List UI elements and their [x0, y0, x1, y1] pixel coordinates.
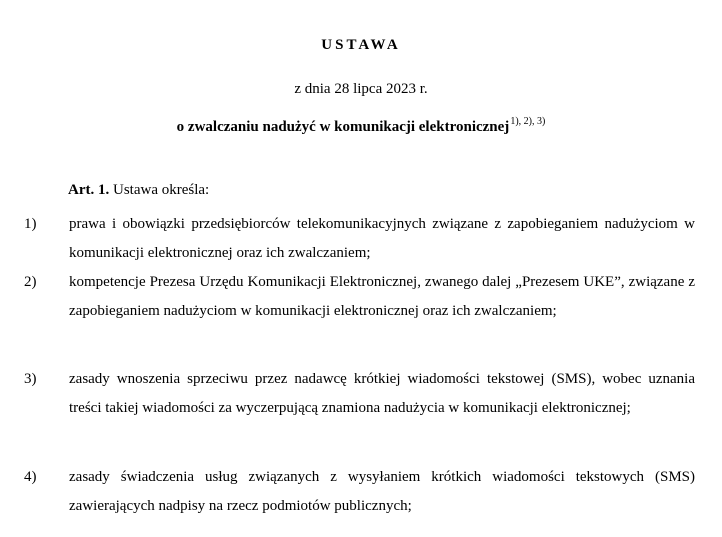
document-date: z dnia 28 lipca 2023 r.: [294, 81, 428, 97]
list-item-number: 3): [24, 371, 37, 387]
article-label: Art. 1.: [68, 182, 110, 198]
list-item-text: prawa i obowiązki przedsiębiorców telekomunikacyjnych związane z zapobieganiem nadużyciom w komunikacji elektronicznej oraz ich zwalczaniem;: [69, 216, 695, 261]
list-item-number: 4): [24, 469, 37, 485]
list-item-text: zasady wnoszenia sprzeciwu przez nadawcę krótkiej wiadomości tekstowej (SMS), wobec uznania treści takiej wiadomości za wyczerpującą znamiona nadużycia w komunikacji elektronicznej;: [69, 371, 695, 416]
list-item-text: zasady świadczenia usług związanych z wysyłaniem krótkich wiadomości tekstowych (SMS) zawierających nadpisy na rzecz podmiotów publicznych;: [69, 469, 695, 514]
article-intro: [68, 180, 209, 200]
list-item-text: kompetencje Prezesa Urzędu Komunikacji Elektronicznej, zwanego dalej „Prezesem UKE”, związane z zapobieganiem nadużyciom w komunikacji elektronicznej oraz ich zwalczaniem;: [69, 274, 695, 319]
list-item-number: 2): [24, 274, 37, 290]
document-subject: [0, 117, 722, 137]
article-intro-text: Ustawa określa:: [113, 182, 210, 198]
document-title: USTAWA: [321, 37, 401, 53]
footnote-references: 1), 2), 3): [510, 116, 546, 127]
document-subject-text: o zwalczaniu nadużyć w komunikacji elektronicznej: [176, 119, 510, 135]
list-item-number: 1): [24, 216, 37, 232]
